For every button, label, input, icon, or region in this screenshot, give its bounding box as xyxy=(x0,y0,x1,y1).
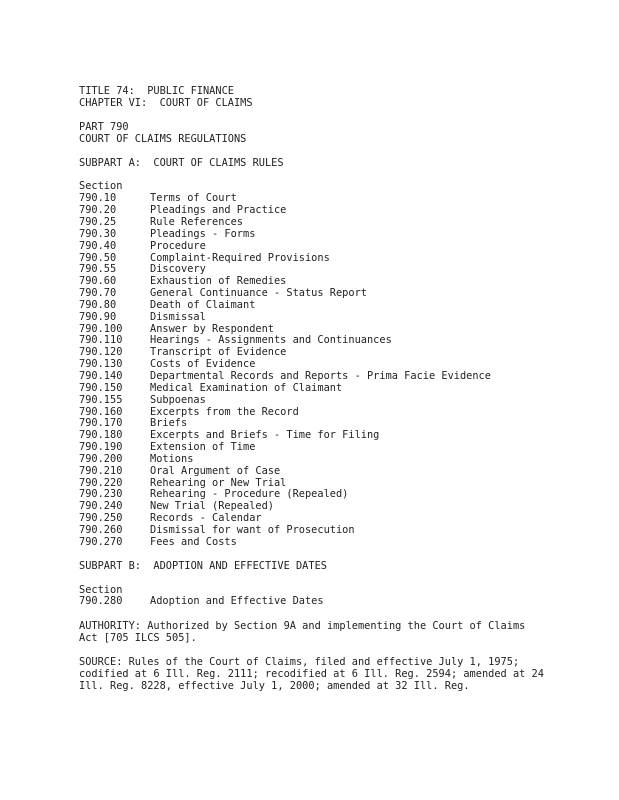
authority-note: AUTHORITY: Authorized by Section 9A and implementing the Court of Claims Act [705 ILCS 505]. xyxy=(79,620,526,645)
section-title: Excerpts and Briefs - Time for Filing xyxy=(150,429,380,442)
section-number: 790.40 xyxy=(79,239,117,252)
section-row xyxy=(79,241,599,253)
section-number: 790.280 xyxy=(79,595,123,608)
subpart-b-section-label: Section xyxy=(79,583,123,596)
section-title: Medical Examination of Claimant xyxy=(150,381,343,394)
section-title: Hearings - Assignments and Continuances xyxy=(150,334,392,347)
section-row xyxy=(79,300,599,312)
section-title: Rule References xyxy=(150,216,243,229)
section-number: 790.220 xyxy=(79,476,123,489)
section-number: 790.60 xyxy=(79,275,117,288)
section-title: New Trial (Repealed) xyxy=(150,500,274,513)
section-number: 790.140 xyxy=(79,370,123,382)
section-row xyxy=(79,229,599,241)
section-row xyxy=(79,537,599,549)
section-number: 790.110 xyxy=(79,334,123,347)
section-row xyxy=(79,312,599,324)
section-title: Dismissal xyxy=(150,310,206,323)
section-title: Rehearing - Procedure (Repealed) xyxy=(150,488,349,501)
section-title: Pleadings - Forms xyxy=(150,227,256,240)
section-title: Rehearing or New Trial xyxy=(150,476,287,489)
section-number: 790.70 xyxy=(79,287,117,300)
section-number: 790.100 xyxy=(79,322,123,335)
section-number: 790.80 xyxy=(79,298,117,311)
section-number: 790.250 xyxy=(79,512,123,525)
section-title: Subpoenas xyxy=(150,393,206,406)
document-page xyxy=(79,86,599,692)
part-line: PART 790 xyxy=(79,120,129,133)
subpart-b-heading: SUBPART B: ADOPTION AND EFFECTIVE DATES xyxy=(79,559,327,572)
section-title: Adoption and Effective Dates xyxy=(150,595,324,608)
section-row xyxy=(79,596,599,608)
section-title: Motions xyxy=(150,452,194,465)
section-title: Terms of Court xyxy=(150,192,237,205)
section-row xyxy=(79,454,599,466)
section-title: Pleadings and Practice xyxy=(150,204,287,217)
section-title: Costs of Evidence xyxy=(150,358,256,371)
section-number: 790.270 xyxy=(79,535,123,548)
subpart-b-section-list xyxy=(79,596,599,608)
section-number: 790.50 xyxy=(79,251,117,264)
section-number: 790.230 xyxy=(79,488,123,501)
section-number: 790.30 xyxy=(79,227,117,240)
section-title: Oral Argument of Case xyxy=(150,464,281,477)
section-title: Excerpts from the Record xyxy=(150,405,299,418)
section-number: 790.170 xyxy=(79,417,123,430)
section-number: 790.55 xyxy=(79,263,117,276)
section-number: 790.90 xyxy=(79,310,117,323)
section-row xyxy=(79,395,599,407)
section-number: 790.180 xyxy=(79,429,123,442)
title-line: TITLE 74: PUBLIC FINANCE xyxy=(79,85,234,97)
section-number: 790.260 xyxy=(79,523,123,536)
section-title: Departmental Records and Reports - Prima Facie Evidence xyxy=(150,370,491,382)
section-title: Extension of Time xyxy=(150,441,256,454)
section-number: 790.155 xyxy=(79,393,123,406)
section-title: General Continuance - Status Report xyxy=(150,287,367,300)
section-number: 790.160 xyxy=(79,405,123,418)
section-row xyxy=(79,466,599,478)
section-title: Exhaustion of Remedies xyxy=(150,275,287,288)
section-title: Briefs xyxy=(150,417,188,430)
section-title: Complaint-Required Provisions xyxy=(150,251,330,264)
section-number: 790.130 xyxy=(79,358,123,371)
section-number: 790.190 xyxy=(79,441,123,454)
part-name: COURT OF CLAIMS REGULATIONS xyxy=(79,132,247,145)
subpart-a-section-list xyxy=(79,193,599,548)
section-number: 790.10 xyxy=(79,192,117,205)
section-row xyxy=(79,383,599,395)
section-title: Transcript of Evidence xyxy=(150,346,287,359)
section-title: Death of Claimant xyxy=(150,298,256,311)
section-title: Fees and Costs xyxy=(150,535,237,548)
section-number: 790.210 xyxy=(79,464,123,477)
subpart-a-section-label: Section xyxy=(79,180,123,193)
section-number: 790.150 xyxy=(79,381,123,394)
section-title: Dismissal for want of Prosecution xyxy=(150,523,355,536)
chapter-line: CHAPTER VI: COURT OF CLAIMS xyxy=(79,96,253,109)
section-number: 790.20 xyxy=(79,204,117,217)
section-number: 790.120 xyxy=(79,346,123,359)
section-title: Procedure xyxy=(150,239,206,252)
section-title: Records - Calendar xyxy=(150,512,262,525)
source-note: SOURCE: Rules of the Court of Claims, filed and effective July 1, 1975; codified at 6 Ill. Reg. 2111; recodified at 6 Ill. Reg. 2594; amended at 24 Ill. Reg. 8228, effective July 1, 2000; amended at 32 Ill. Reg. xyxy=(79,656,544,693)
subpart-a-heading: SUBPART A: COURT OF CLAIMS RULES xyxy=(79,156,284,169)
section-number: 790.200 xyxy=(79,452,123,465)
section-number: 790.240 xyxy=(79,500,123,513)
section-title: Answer by Respondent xyxy=(150,322,274,335)
section-title: Discovery xyxy=(150,263,206,276)
section-number: 790.25 xyxy=(79,216,117,229)
